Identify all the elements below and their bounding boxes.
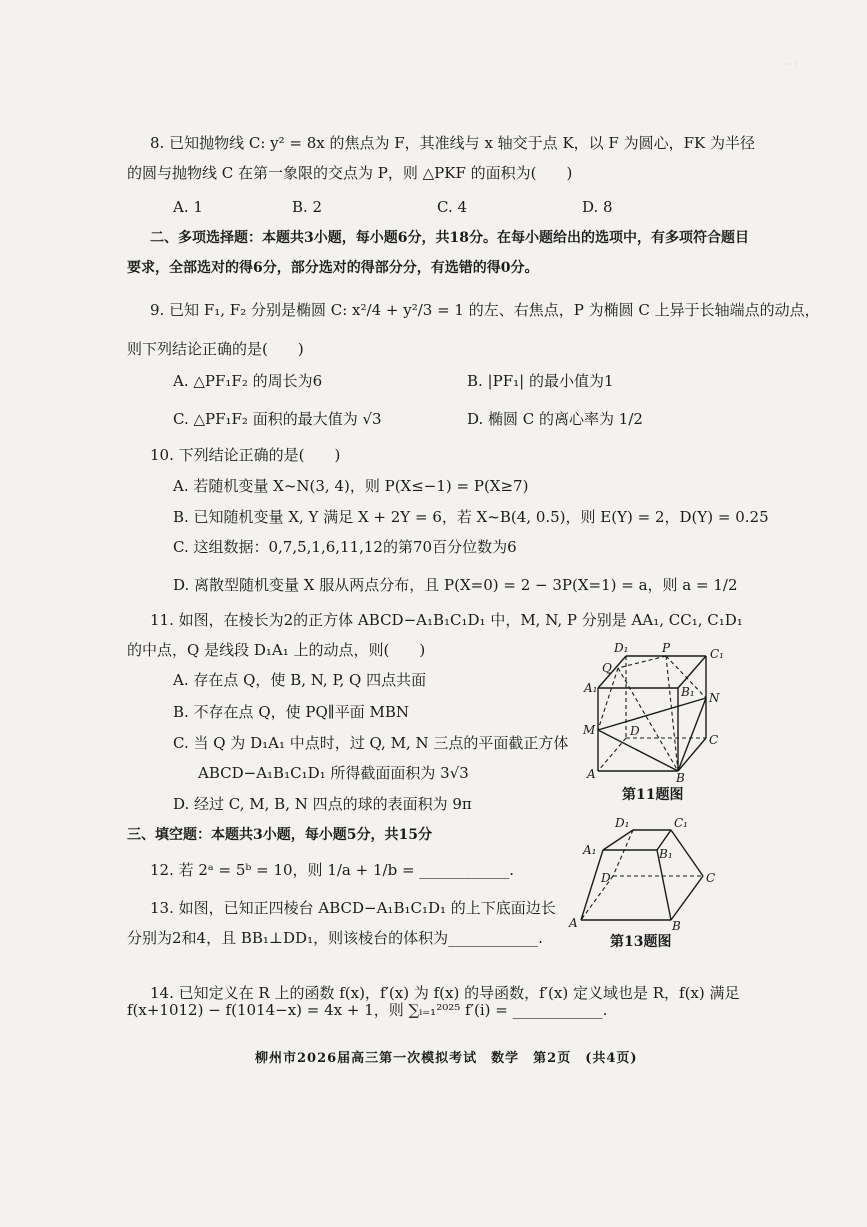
q10-option-c: C. 这组数据：0,7,5,1,6,11,12的第70百分位数为6 bbox=[173, 538, 517, 556]
q11-option-c-cont: ABCD−A₁B₁C₁D₁ 所得截面面积为 3√3 bbox=[198, 764, 469, 782]
q13-line1: 13. 如图，已知正四棱台 ABCD−A₁B₁C₁D₁ 的上下底面边长 bbox=[150, 899, 556, 917]
label-q: Q bbox=[602, 661, 612, 675]
q12-line1: 12. 若 2ᵃ = 5ᵇ = 10，则 1/a + 1/b = ____________. bbox=[150, 861, 515, 879]
section3-heading: 三、填空题：本题共3小题，每小题5分，共15分 bbox=[127, 827, 432, 843]
label13-c: C bbox=[706, 871, 716, 885]
label-d: D bbox=[630, 724, 640, 738]
label-a: A bbox=[587, 767, 596, 781]
q11-option-b: B. 不存在点 Q，使 PQ∥平面 MBN bbox=[173, 703, 409, 721]
q9-option-d: D. 椭圆 C 的离心率为 1/2 bbox=[467, 410, 643, 428]
q11-option-c: C. 当 Q 为 D₁A₁ 中点时，过 Q, M, N 三点的平面截正方体 bbox=[173, 734, 569, 752]
q13-line2: 分别为2和4，且 BB₁⊥DD₁，则该棱台的体积为____________. bbox=[127, 929, 543, 947]
q8-option-a: A. 1 bbox=[173, 198, 203, 216]
q8-option-d: D. 8 bbox=[582, 198, 613, 216]
label13-a1: A₁ bbox=[583, 843, 597, 857]
label-n: N bbox=[709, 691, 720, 705]
label-c1: C₁ bbox=[710, 647, 724, 661]
q14-line1: 14. 已知定义在 R 上的函数 f(x)，f′(x) 为 f(x) 的导函数，f′(x) 定义域也是 R，f(x) 满足 bbox=[150, 984, 740, 1002]
q8-option-c: C. 4 bbox=[437, 198, 468, 216]
label-b: B bbox=[676, 771, 685, 784]
q9-option-c: C. △PF₁F₂ 面积的最大值为 √3 bbox=[173, 410, 382, 428]
q11-line1: 11. 如图，在棱长为2的正方体 ABCD−A₁B₁C₁D₁ 中，M, N, P 分别是 AA₁, CC₁, C₁D₁ bbox=[150, 611, 743, 629]
label-d1: D₁ bbox=[614, 641, 629, 655]
section2-line1: 二、多项选择题：本题共3小题，每小题6分，共18分。在每小题给出的选项中，有多项符合题目 bbox=[150, 230, 749, 246]
page-footer: 柳州市2026届高三第一次模拟考试 数学 第2页 (共4页) bbox=[255, 1051, 638, 1066]
label-m: M bbox=[583, 723, 596, 737]
q11-line2: 的中点，Q 是线段 D₁A₁ 上的动点，则( ) bbox=[127, 641, 426, 659]
label13-d: D bbox=[601, 871, 611, 885]
label-c: C bbox=[709, 733, 719, 747]
q9-option-b: B. |PF₁| 的最小值为1 bbox=[467, 372, 614, 390]
label-p: P bbox=[662, 641, 671, 655]
q8-line1: 8. 已知抛物线 C: y² = 8x 的焦点为 F，其准线与 x 轴交于点 K，以 F 为圆心，FK 为半径 bbox=[150, 134, 755, 152]
scan-mark: · · · bbox=[784, 60, 797, 69]
q10-option-b: B. 已知随机变量 X, Y 满足 X + 2Y = 6，若 X~B(4, 0.5)，则 E(Y) = 2，D(Y) = 0.25 bbox=[173, 508, 769, 526]
q9-line1: 9. 已知 F₁, F₂ 分别是椭圆 C: x²/4 + y²/3 = 1 的左、右焦点，P 为椭圆 C 上异于长轴端点的动点， bbox=[150, 301, 820, 319]
q14-line2: f(x+1012) − f(1014−x) = 4x + 1，则 ∑ᵢ₌₁²⁰²⁵ f′(i) = ____________. bbox=[127, 1001, 608, 1019]
q8-option-b: B. 2 bbox=[292, 198, 323, 216]
q10-option-d: D. 离散型随机变量 X 服从两点分布，且 P(X=0) = 2 − 3P(X=1) = a，则 a = 1/2 bbox=[173, 576, 738, 594]
q9-line2: 则下列结论正确的是( ) bbox=[127, 340, 304, 358]
label13-d1: D₁ bbox=[615, 816, 630, 830]
label13-c1: C₁ bbox=[674, 816, 688, 830]
cube-figure-11 bbox=[578, 638, 728, 784]
q10-line1: 10. 下列结论正确的是( ) bbox=[150, 446, 341, 464]
q11-option-d: D. 经过 C, M, B, N 四点的球的表面积为 9π bbox=[173, 795, 472, 813]
label-a1: A₁ bbox=[584, 681, 598, 695]
label13-b: B bbox=[672, 919, 681, 932]
q10-option-a: A. 若随机变量 X~N(3, 4)，则 P(X≤−1) = P(X≥7) bbox=[173, 477, 529, 495]
label13-b1: B₁ bbox=[659, 847, 673, 861]
q9-option-a: A. △PF₁F₂ 的周长为6 bbox=[173, 372, 323, 390]
figure-13-caption: 第13题图 bbox=[610, 934, 672, 950]
section2-line2: 要求，全部选对的得6分，部分选对的得部分分，有选错的得0分。 bbox=[127, 260, 539, 276]
frustum-figure-13 bbox=[565, 812, 725, 932]
label13-a: A bbox=[569, 916, 578, 930]
q8-line2: 的圆与抛物线 C 在第一象限的交点为 P，则 △PKF 的面积为( ) bbox=[127, 164, 573, 182]
label-b1: B₁ bbox=[681, 685, 695, 699]
figure-11-caption: 第11题图 bbox=[622, 787, 684, 803]
q11-option-a: A. 存在点 Q，使 B, N, P, Q 四点共面 bbox=[173, 671, 427, 689]
